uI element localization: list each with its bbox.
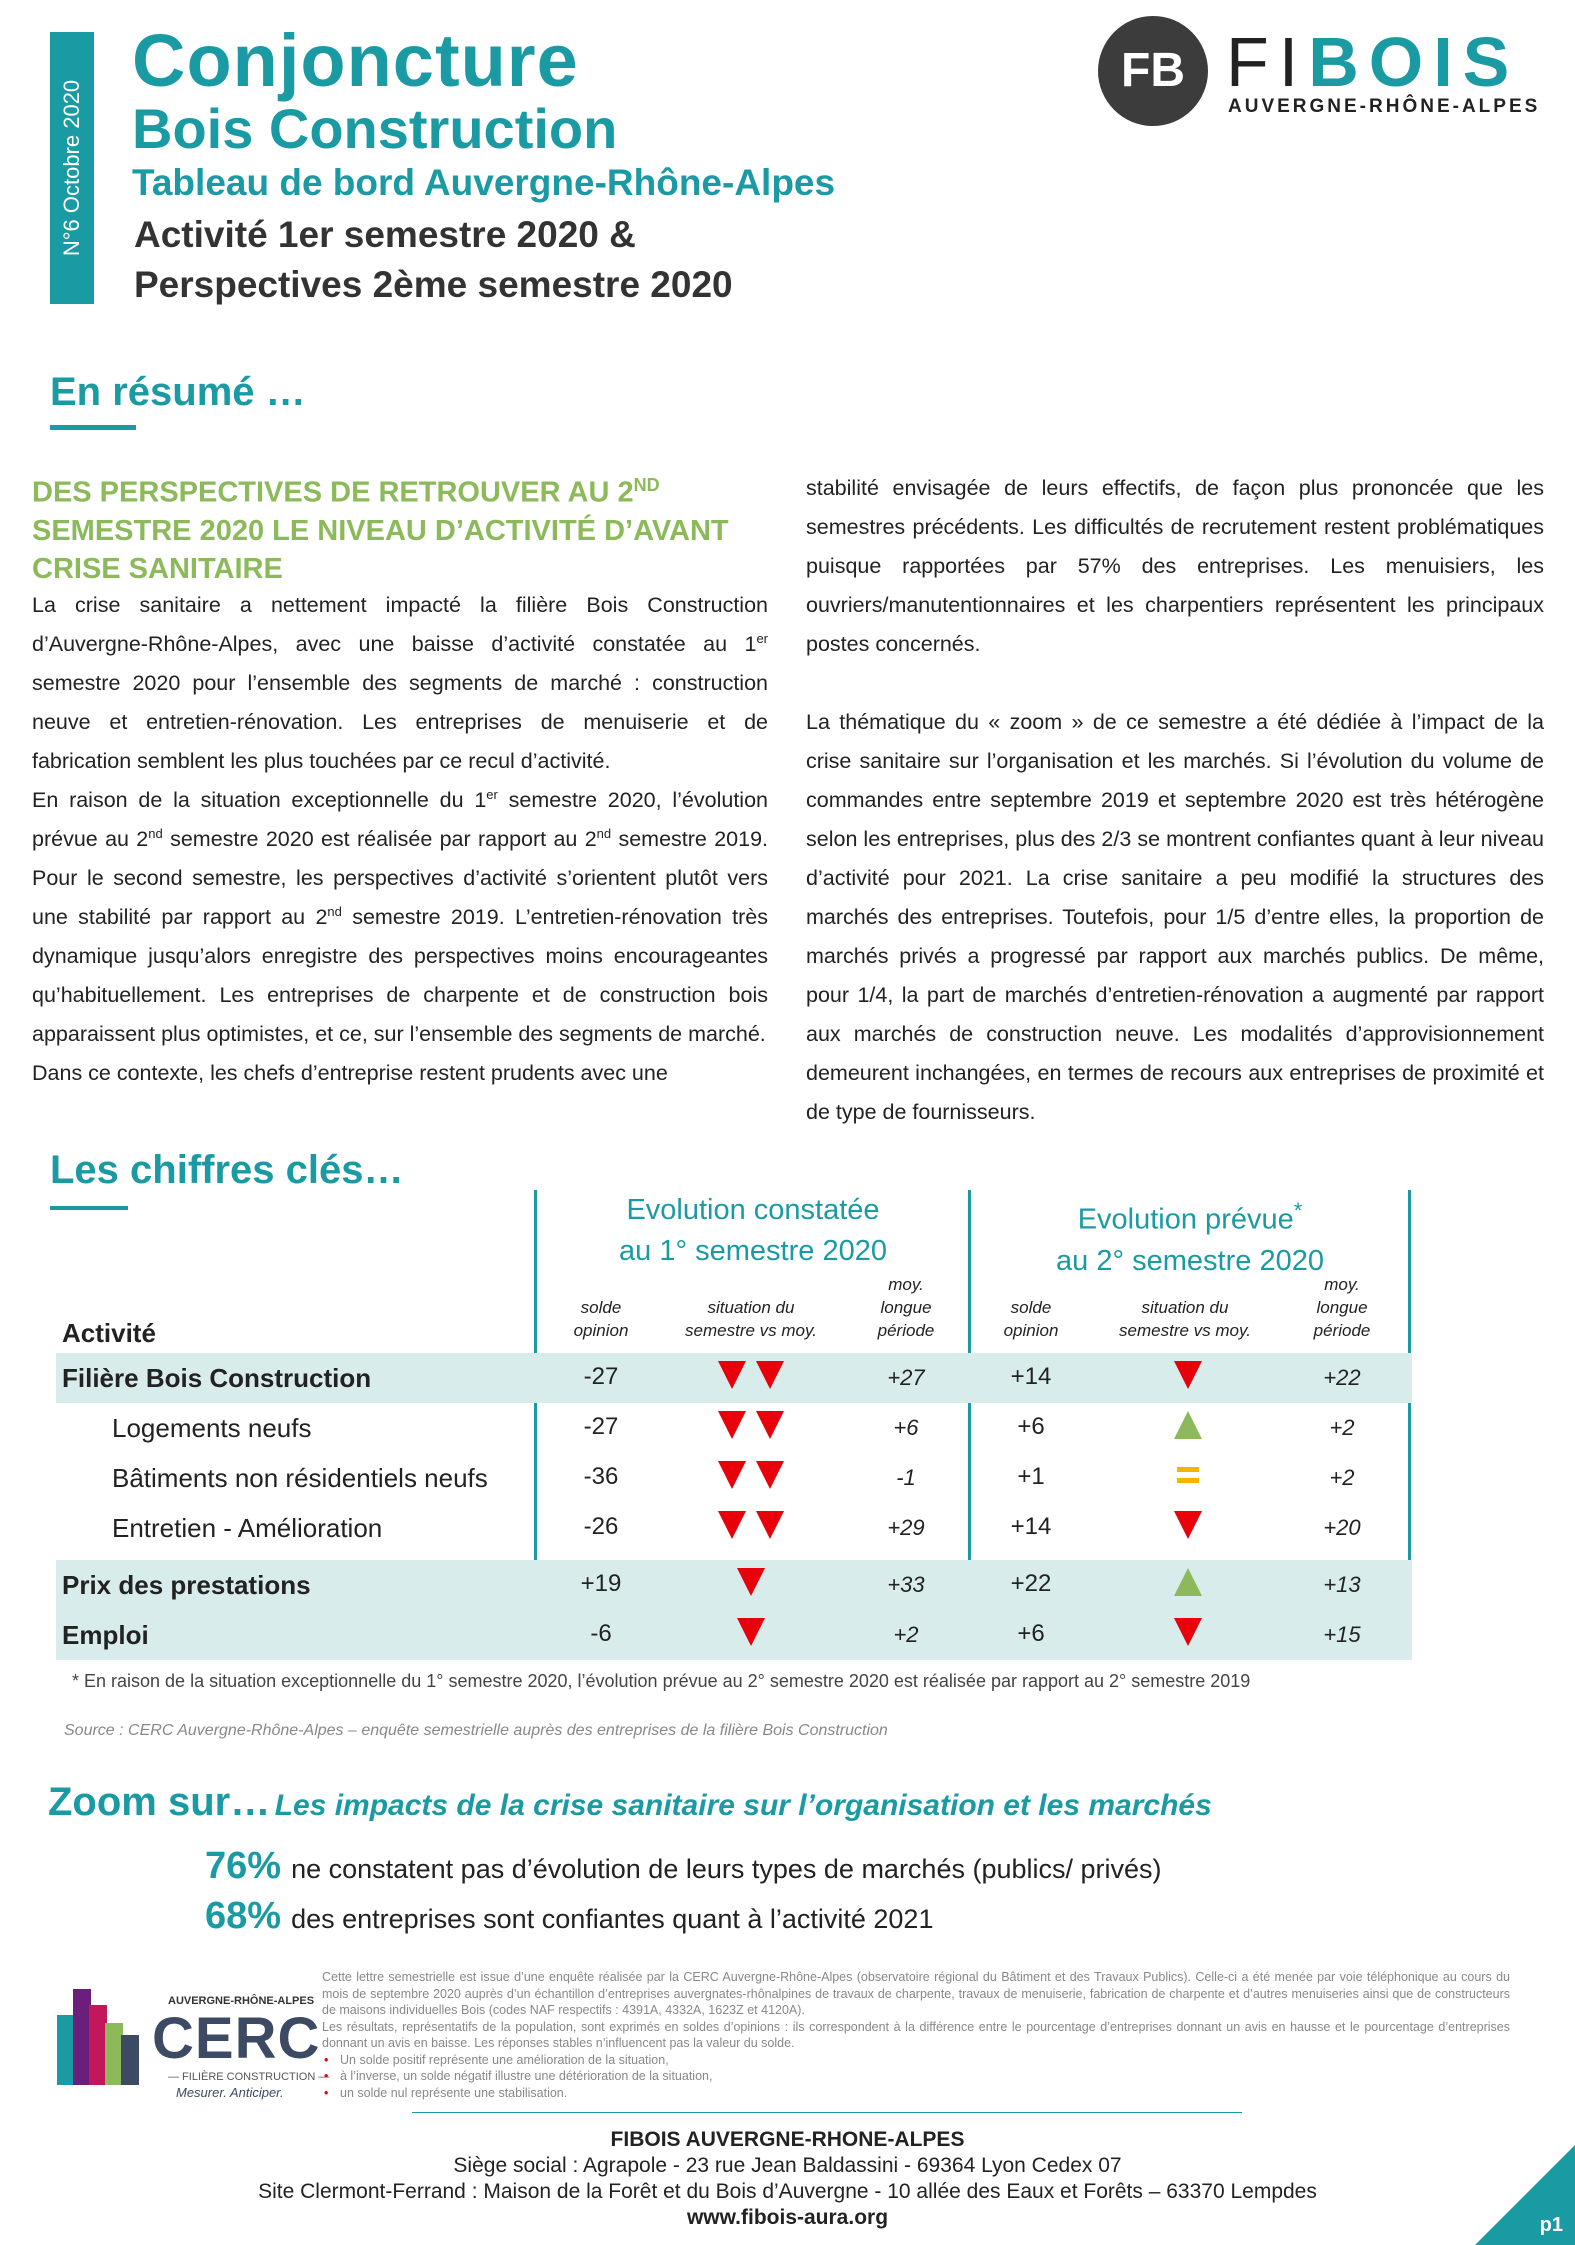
moy-forecast: +2	[1329, 1415, 1355, 1440]
activity-heading-line-2: Perspectives 2ème semestre 2020	[134, 264, 733, 305]
zoom-stat-1	[205, 1845, 1162, 1888]
equal-icon	[1177, 1465, 1199, 1487]
fibois-logo-word-1: FI	[1226, 23, 1309, 101]
down-arrow-icon	[756, 1461, 784, 1489]
subheader-solde-2: solde opinion	[1003, 1298, 1059, 1340]
subheader-situation-1: situation du semestre vs moy.	[685, 1298, 817, 1340]
moy-forecast: +20	[1323, 1515, 1361, 1540]
methodology-bullet: • un solde nul représente une stabilisation.	[322, 2085, 1510, 2102]
moy-observed: +29	[887, 1515, 925, 1540]
cerc-logo-line: — FILIÈRE CONSTRUCTION —	[168, 2071, 330, 2083]
row-label: Bâtiments non résidentiels neufs	[112, 1463, 488, 1493]
summary-column-left	[32, 586, 768, 1093]
up-arrow-icon	[1174, 1411, 1202, 1439]
solde-observed: -36	[583, 1463, 619, 1490]
moy-observed: +33	[887, 1572, 925, 1597]
solde-forecast: +6	[1017, 1620, 1045, 1647]
summary-paragraph-4: stabilité envisagée de leurs effectifs, de façon plus prononcée que les semestres précédents. Les difficultés de recrutement restent problématiques puisque rapportées par 57% des entreprises. Les menuisiers, les ouvriers/manutentionnaires et les charpentiers représentent les principaux postes concernés.	[806, 476, 1544, 656]
down-arrow-icon	[737, 1568, 765, 1596]
summary-lead-sup: ND	[633, 475, 660, 495]
moy-forecast: +15	[1323, 1622, 1361, 1647]
footer-site: Site Clermont-Ferrand : Maison de la Forêt et du Bois d’Auvergne - 10 allée des Eaux et Forêts – 63370 Lempdes	[258, 2180, 1317, 2203]
situation-forecast	[1108, 1411, 1268, 1443]
zoom-stat-2-text: des entreprises sont confiantes quant à l’activité 2021	[291, 1904, 934, 1934]
situation-forecast	[1108, 1511, 1268, 1543]
fibois-logo	[1098, 16, 1558, 126]
methodology-list	[322, 2052, 1510, 2102]
zoom-stat-2-percent: 68%	[205, 1895, 282, 1937]
page-number-corner	[1475, 2145, 1575, 2245]
key-figures-table	[56, 1190, 1412, 1660]
situation-observed	[671, 1618, 831, 1650]
summary-column-right	[806, 469, 1544, 1132]
group-header-observed-line-2: au 1° semestre 2020	[619, 1235, 887, 1267]
solde-forecast: +22	[1010, 1570, 1052, 1597]
row-label: Emploi	[62, 1620, 149, 1650]
summary-lead-part-1: DES PERSPECTIVES DE RETROUVER AU 2	[32, 476, 634, 509]
summary-title-rule	[50, 425, 136, 430]
table-row	[56, 1610, 1412, 1660]
fibois-logo-word-2: BOIS	[1308, 23, 1520, 101]
group-header-forecast-line-1: Evolution prévue*	[1077, 1198, 1303, 1236]
summary-paragraph-2: En raison de la situation exceptionnelle du 1er semestre 2020, l’évolution prévue au 2nd semestre 2020 est réalisée par rapport au 2nd semestre 2019. Pour le second semestre, les perspectives d’activité s’orientent plutôt vers une stabilité par rapport au 2nd semestre 2019. L’entretien-rénovation très dynamique jusqu’alors enregistre des perspectives moins encourageantes qu’habituellement. Les entreprises de charpente et de construction bois apparaissent plus optimistes, et ce, sur l’ensemble des segments de marché.	[32, 786, 768, 1046]
summary-paragraph-1: La crise sanitaire a nettement impacté la filière Bois Construction d’Auvergne-Rhône-Alpes, avec une baisse d’activité constatée au 1er semestre 2020 pour l’ensemble des segments de marché : construction neuve et entretien-rénovation. Les entreprises de menuiserie et de fabrication semblent les plus touchées par ce recul d’activité.	[32, 593, 768, 773]
down-arrow-icon	[1174, 1361, 1202, 1389]
zoom-title: Zoom sur…	[48, 1780, 271, 1824]
methodology-bullet: • Un solde positif représente une amélioration de la situation,	[322, 2052, 1510, 2069]
footer-siege: Siège social : Agrapole - 23 rue Jean Baldassini - 69364 Lyon Cedex 07	[453, 2154, 1122, 2177]
footer-rule	[412, 2112, 1242, 2113]
solde-forecast: +6	[1017, 1413, 1045, 1440]
down-arrow-icon	[1174, 1511, 1202, 1539]
group-header-observed	[538, 1190, 968, 1272]
zoom-stat-1-percent: 76%	[205, 1845, 282, 1887]
solde-forecast: +14	[1010, 1513, 1052, 1540]
title-conjoncture: Conjoncture	[132, 19, 579, 102]
issue-label: N°6 Octobre 2020	[59, 79, 84, 257]
moy-forecast: +13	[1323, 1572, 1361, 1597]
down-arrow-icon	[737, 1618, 765, 1646]
down-arrow-icon	[1174, 1618, 1202, 1646]
title-bois-construction: Bois Construction	[132, 97, 618, 160]
cerc-logo	[52, 1985, 330, 2105]
situation-forecast	[1108, 1618, 1268, 1650]
situation-observed	[671, 1411, 831, 1443]
group-header-forecast	[972, 1190, 1408, 1282]
summary-lead-part-2: SEMESTRE 2020 LE NIVEAU D’ACTIVITÉ D’AVANT CRISE SANITAIRE	[32, 514, 729, 585]
subheader-moy-2: moy. longue période	[1313, 1275, 1371, 1340]
situation-forecast	[1108, 1361, 1268, 1393]
moy-forecast: +22	[1323, 1365, 1361, 1390]
zoom-heading	[48, 1780, 1212, 1825]
down-arrow-icon	[718, 1411, 746, 1439]
situation-observed	[671, 1568, 831, 1600]
situation-forecast	[1108, 1461, 1268, 1493]
solde-forecast: +14	[1010, 1363, 1052, 1390]
cerc-logo-bars	[57, 1985, 147, 2085]
cerc-logo-tagline: Mesurer. Anticiper.	[176, 2085, 284, 2100]
moy-observed: -1	[896, 1465, 916, 1490]
fibois-logo-word	[1226, 22, 1519, 102]
table-source: Source : CERC Auvergne-Rhône-Alpes – enquête semestrielle auprès des entreprises de la filière Bois Construction	[64, 1722, 888, 1739]
table-row	[56, 1453, 1412, 1503]
table-row	[56, 1353, 1412, 1403]
moy-observed: +2	[893, 1622, 919, 1647]
situation-observed	[671, 1361, 831, 1393]
solde-forecast: +1	[1017, 1463, 1045, 1490]
summary-paragraph-3: Dans ce contexte, les chefs d’entreprise restent prudents avec une	[32, 1061, 668, 1085]
moy-observed: +27	[887, 1365, 925, 1390]
activity-heading-line-1: Activité 1er semestre 2020 &	[134, 214, 636, 255]
fibois-logo-sub: AUVERGNE-RHÔNE-ALPES	[1228, 96, 1541, 117]
summary-paragraph-5: La thématique du « zoom » de ce semestre a été dédiée à l’impact de la crise sanitaire sur l’organisation et les marchés. Si l’évolution du volume de commandes entre septembre 2019 et septembre 2020 est très hétérogène selon les entreprises, plus des 2/3 se montrent confiantes quant à leur niveau d’activité pour 2021. La crise sanitaire a peu modifié la structures des marchés des entreprises. Toutefois, pour 1/5 d’entre elles, la proportion de marchés privés a progressé par rapport aux marchés publics. De même, pour 1/4, la part de marchés d’entretien-rénovation a augmenté par rapport aux marchés de construction neuve. Les modalités d’approvisionnement demeurent inchangées, en termes de recours aux entreprises de proximité et de type de fournisseurs.	[806, 710, 1544, 1124]
row-label: Logements neufs	[112, 1413, 312, 1443]
subheader-moy-1: moy. longue période	[877, 1275, 935, 1340]
table-row	[56, 1560, 1412, 1610]
table-row	[56, 1403, 1412, 1453]
solde-observed: -6	[590, 1620, 612, 1647]
situation-observed	[671, 1511, 831, 1543]
methodology-paragraph-2: Les résultats, représentatifs de la population, sont exprimés en soldes d’opinions : ils correspondent à la différence entre le pourcentage d’entreprises donnant un avis en hausse et le pourcentage d’entreprises donnant un avis en baisse. Les réponses stables n’influencent pas la valeur du solde.	[322, 2019, 1510, 2050]
down-arrow-icon	[718, 1361, 746, 1389]
up-arrow-icon	[1174, 1568, 1202, 1596]
subtitle-tableau-de-bord: Tableau de bord Auvergne-Rhône-Alpes	[132, 162, 836, 203]
footer-website[interactable]: www.fibois-aura.org	[686, 2206, 889, 2229]
page-number: p1	[1539, 2214, 1563, 2236]
zoom-subtitle: Les impacts de la crise sanitaire sur l’organisation et les marchés	[274, 1789, 1212, 1822]
down-arrow-icon	[718, 1511, 746, 1539]
solde-observed: -27	[583, 1363, 619, 1390]
moy-observed: +6	[893, 1415, 919, 1440]
moy-forecast: +2	[1329, 1465, 1355, 1490]
methodology-bullet: • à l’inverse, un solde négatif illustre une détérioration de la situation,	[322, 2068, 1510, 2085]
activity-heading	[134, 210, 733, 310]
key-figures-title: Les chiffres clés…	[50, 1148, 404, 1192]
zoom-stat-1-text: ne constatent pas d’évolution de leurs types de marchés (publics/ privés)	[291, 1854, 1162, 1884]
row-label: Entretien - Amélioration	[112, 1513, 383, 1543]
cerc-logo-top: AUVERGNE-RHÔNE-ALPES	[168, 1995, 315, 2007]
cerc-logo-word: CERC	[152, 2006, 321, 2071]
solde-observed: -27	[583, 1413, 619, 1440]
row-label: Prix des prestations	[62, 1570, 311, 1600]
table-footnote: * En raison de la situation exceptionnelle du 1° semestre 2020, l’évolution prévue au 2° semestre 2020 est réalisée par rapport au 2° semestre 2019	[72, 1671, 1251, 1691]
subheader-situation-2: situation du semestre vs moy.	[1119, 1298, 1251, 1340]
group-header-forecast-line-2: au 2° semestre 2020	[1056, 1244, 1324, 1277]
methodology-paragraph-1: Cette lettre semestrielle est issue d’une enquête réalisée par la CERC Auvergne-Rhône-Alpes (observatoire régional du Bâtiment et des Travaux Publics). Celle-ci a été menée par voie téléphonique au cours du mois de septembre 2020 auprès d’un échantillon d’entreprises auvergnates-rhônalpines de travaux de charpente, travaux de menuiserie, fabrication de charpente et d’autres menuiseries ainsi que de constructeurs de maisons individuelles Bois (codes NAF respectifs : 4391A, 4332A, 1623Z et 4120A).	[322, 1970, 1510, 2017]
subheader-solde-1: solde opinion	[573, 1298, 629, 1340]
row-label: Filière Bois Construction	[62, 1363, 372, 1393]
down-arrow-icon	[718, 1461, 746, 1489]
table-row	[56, 1503, 1412, 1553]
footer-org: FIBOIS AUVERGNE-RHONE-ALPES	[610, 2128, 965, 2151]
summary-title: En résumé …	[50, 370, 306, 414]
situation-observed	[671, 1461, 831, 1493]
summary-lead	[32, 466, 732, 588]
situation-forecast	[1108, 1568, 1268, 1600]
issue-bar	[50, 32, 94, 304]
solde-observed: -26	[583, 1513, 619, 1540]
activity-label: Activité	[62, 1318, 156, 1348]
methodology-note	[322, 1969, 1510, 2101]
fibois-logo-mark: FB	[1098, 16, 1208, 126]
down-arrow-icon	[756, 1411, 784, 1439]
down-arrow-icon	[756, 1361, 784, 1389]
solde-observed: +19	[580, 1570, 622, 1597]
group-header-observed-line-1: Evolution constatée	[626, 1194, 880, 1226]
zoom-stat-2	[205, 1895, 933, 1938]
down-arrow-icon	[756, 1511, 784, 1539]
